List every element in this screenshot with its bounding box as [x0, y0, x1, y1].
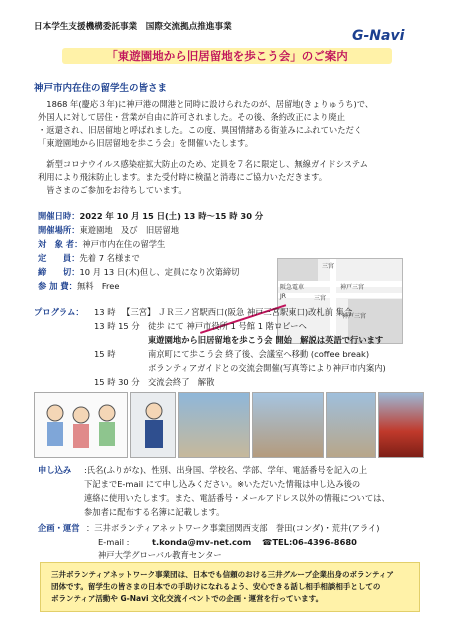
- program-time: 15 時 30 分: [94, 377, 140, 387]
- map-block: [278, 259, 318, 281]
- logo-text: G-Navi: [352, 28, 405, 44]
- intro-line-4: 「東遊園地から旧居留地を歩こう会」を開催いたします。: [38, 138, 254, 148]
- organizer-email-label: E-mail :: [98, 537, 130, 547]
- event-title: 「東遊園地から旧居留地を歩こう会」のご案内: [62, 48, 392, 64]
- people-illustration: [35, 393, 129, 459]
- application-label: 申し込み: [38, 465, 72, 475]
- detail-value: 2022 年 10 月 15 日(土) 13 時～15 時 30 分: [79, 211, 264, 221]
- detail-value: 東遊園地 及び 旧居留地: [79, 225, 180, 235]
- map-road: [278, 293, 402, 298]
- program-time: 13 時: [94, 307, 116, 317]
- gnavi-logo: [352, 28, 404, 44]
- map-label: 三宮: [314, 295, 327, 302]
- detail-value: 先着 7 名様まで: [79, 253, 140, 263]
- detail-capacity: [38, 252, 140, 265]
- photo-building-1: [178, 392, 250, 458]
- detail-label: 開催日時：: [38, 211, 80, 221]
- map-label: 神戸三宮: [340, 284, 365, 291]
- intro-line-3: ・返還され、旧居留地と呼ばれました。この度、異国情緒ある街並みにふれていただく: [38, 125, 363, 135]
- notice-line-3: 皆さまのご参加をお待ちしています。: [38, 185, 187, 195]
- intro-line-2: 外国人に対して居住・営業が自由に許可されました。その後、条約改正により廃止: [38, 112, 345, 122]
- illustration-group: [34, 392, 128, 458]
- map-label: 三宮: [322, 263, 335, 270]
- detail-deadline: [38, 266, 239, 279]
- map-label: 阪急電車: [280, 284, 305, 291]
- detail-value: 無料 Free: [76, 281, 120, 291]
- detail-value: 10 月 13 日(木)但し、定員になり次第締切: [79, 267, 240, 277]
- detail-label: 定 員：: [38, 253, 80, 263]
- program-text: 【三宮】 ＪＲ三ノ宮駅西口(阪急 神戸三宮駅東口)改札前 集合: [118, 307, 353, 317]
- program-text: 徒歩 にて 神戸市役所 1 号館 1 階ロビーへ: [148, 321, 307, 331]
- detail-date: [38, 210, 263, 223]
- organizer-tel[interactable]: ☎TEL:06-4396-8680: [262, 537, 357, 547]
- notice-line-1: 新型コロナウイルス感染症拡大防止のため、定員を７名に限定し、無線ガイドシステム: [38, 159, 368, 169]
- program-text: 交流会終了 解散: [148, 377, 215, 387]
- footer-line-2: 団体です。留学生の皆さまの日本での手助けになれるよう、安心できる話し相手相談相手としての: [51, 582, 381, 591]
- map-road: [330, 259, 336, 343]
- greeting: 神戸市内在住の留学生の皆さま: [34, 83, 168, 94]
- detail-label: 対 象 者：: [38, 239, 83, 249]
- notice-line-2: 利用により飛沫防止します。また受付時に検温と消毒にご協力いただきます。: [38, 172, 328, 182]
- application-line-2: 下記までE-mail にて申し込みください。※いただいた情報は申し込み後の: [84, 479, 361, 489]
- footer-box: [40, 562, 420, 612]
- program-label: プログラム：: [34, 307, 84, 317]
- application-line-3: 連絡に使用いたします。また、電話番号・メールアドレス以外の情報については、: [84, 493, 390, 503]
- application-line-4: 参加者に配布する名簿に記載します。: [84, 507, 225, 517]
- detail-target: [38, 238, 165, 251]
- sponsor-line: 日本学生支援機構委託事業 国際交流拠点推進事業: [34, 22, 232, 32]
- map-label: JR: [280, 293, 286, 300]
- program-time: 15 時: [94, 349, 116, 359]
- footer-line-3: ボランティア活動や G-Navi 文化交流イベントでの企画・運営を行っています。: [51, 594, 324, 603]
- detail-value: 神戸市内在住の留学生: [82, 239, 166, 249]
- photo-chinatown: [378, 392, 424, 458]
- application-line-1: :氏名(ふりがな)、性別、出身国、学校名、学部、学年、電話番号を記入の上: [84, 465, 368, 475]
- program-time: 13 時 15 分: [94, 321, 140, 331]
- organizer-email[interactable]: t.konda@mv-net.com: [152, 537, 252, 547]
- detail-fee: [38, 280, 119, 293]
- photo-building-3: [326, 392, 376, 458]
- photo-building-2: [252, 392, 324, 458]
- map-label: 神戸三宮: [342, 313, 367, 320]
- detail-label: 開催場所：: [38, 225, 80, 235]
- detail-label: 参 加 費：: [38, 281, 77, 291]
- footer-line-1: 三井ボランティアネットワーク事業団は、日本でも信頼のおける三井グループ企業出身のボランティア: [51, 570, 394, 579]
- program-text: ボランティアガイドとの交流会開催(写真等により神戸市内案内): [148, 363, 386, 373]
- organizer-name: ：三井ボランティアネットワーク事業団関西支部 誉田(コンダ)・荒井(アライ): [86, 523, 380, 533]
- program-text: 南京町にて歩こう会 終了後、会議室へ移動 (coffee break): [148, 349, 370, 359]
- guide-illustration: [131, 393, 177, 459]
- organizer-label: 企画・運営: [38, 523, 80, 533]
- photo-strip: [34, 392, 424, 458]
- intro-line-1: 1868 年(慶応３年)に神戸港の開港と同時に設けられたのが、居留地(きょりゅうち)で、: [38, 99, 374, 109]
- program-text: 東遊園地から旧居留地を歩こう会 開始 解説は英語で行います: [148, 335, 384, 345]
- illustration-guide: [130, 392, 176, 458]
- detail-label: 締 切：: [38, 267, 80, 277]
- organizer-university: 神戸大学グローバル教育センター: [98, 550, 222, 560]
- detail-place: [38, 224, 179, 237]
